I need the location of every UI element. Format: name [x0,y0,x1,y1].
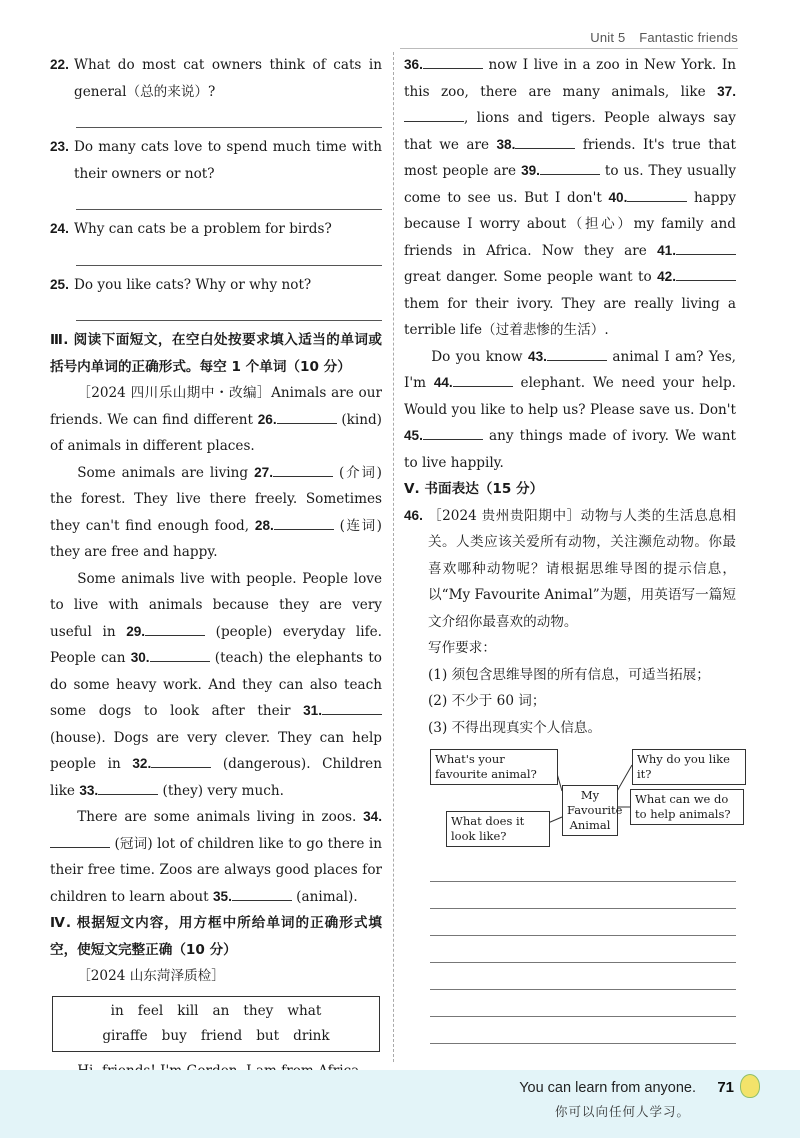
mind-map [404,745,736,855]
requirement-1: (1) 须包含思维导图的所有信息，可适当拓展； [428,666,710,683]
blank-27[interactable] [273,462,333,477]
section-3-title: Ⅲ. 阅读下面短文，在空白处按要求填入适当的单词或括号内单词的正确形式。每空 1 个单词（10 分） [50,332,382,375]
header-rule [400,48,738,49]
word-box-word: friend [200,1027,243,1044]
passage-3-paragraph-4: There are some animals living in zoos. 34. (冠词) lot of children like to go there in their free time. Zoos are always good places for children to learn about 35. (animal). [50,809,382,905]
writing-lines[interactable] [404,855,736,1044]
blank-34[interactable] [50,833,110,848]
requirement-2: (2) 不少于 60 词； [428,693,546,709]
mind-map-node-why: Why do you like it? [632,749,746,785]
right-column [404,52,736,1044]
blank-28[interactable] [274,515,334,530]
question-24: 24. Why can cats be a problem for birds? [50,221,332,237]
blank-40[interactable] [627,187,687,202]
answer-line-25[interactable] [76,298,382,321]
word-box-row-1 [53,999,379,1024]
word-box-row-2 [53,1024,379,1049]
footer-motto-zh: 你可以向任何人学习。 [554,1104,690,1119]
blank-42[interactable] [676,266,736,281]
word-box-word: what [287,1002,322,1019]
blank-44[interactable] [453,372,513,387]
word-box-word: in [110,1002,124,1019]
word-box-word: feel [137,1002,164,1019]
blank-33[interactable] [98,780,158,795]
passage-4-paragraph-2: Do you know 43. animal I am? Yes, I'm 44. elephant. We need your help. Would you like to help us? Please save us. Don't 45. any things made of ivory. We want to live happily. [404,344,736,477]
question-23: 23. Do many cats love to spend much time with their owners or not? [50,139,382,182]
word-box-word: giraffe [102,1027,148,1044]
blank-45[interactable] [423,425,483,440]
requirement-3: (3) 不得出现真实个人信息。 [428,719,602,736]
answer-line-23[interactable] [76,187,382,210]
balloon-icon [740,1074,760,1098]
column-divider [393,52,394,1062]
word-box-word: they [243,1002,274,1019]
left-column [50,52,382,1084]
blank-31[interactable] [322,700,382,715]
passage-3-paragraph-2: Some animals are living 27. (介词) the forest. They live there freely. Sometimes they can't find enough food, 28. (连词) they are free and happy. [50,460,382,566]
word-box [52,996,380,1052]
section-4-source: ［2024 山东菏泽质检］ [77,968,225,984]
blank-41[interactable] [676,240,736,255]
answer-line-24[interactable] [76,243,382,266]
word-box-word: an [212,1002,230,1019]
blank-30[interactable] [150,647,210,662]
requirements-title: 写作要求： [428,640,496,656]
section-5-title: Ⅴ. 书面表达（15 分） [404,481,544,497]
passage-3-paragraph-3: Some animals live with people. People love to live with animals because they are very useful in 29. (people) everyday life. People can 30. (teach) the elephants to do some heavy work. And they can also teach some dogs to look after their 31. (house). Dogs are very clever. They can help people in 32. (dangerous). Children like 33. (they) very much. [50,570,383,799]
page-number: 71 [717,1079,734,1096]
footer-motto-en: You can learn from anyone. [519,1080,696,1096]
word-box-word: buy [161,1027,187,1044]
word-box-word: kill [177,1002,199,1019]
section-4-title: Ⅳ. 根据短文内容，用方框中所给单词的正确形式填空，使短文完整正确（10 分） [50,915,382,958]
page-footer [0,1070,800,1138]
unit-title: Fantastic friends [639,30,738,45]
blank-26[interactable] [277,409,337,424]
blank-36[interactable] [423,54,483,69]
question-22: 22. What do most cat owners think of cats in general（总的来说）? [50,57,382,100]
mind-map-center: My Favourite Animal [562,785,618,836]
mind-map-node-help: What can we do to help animals? [630,789,744,825]
answer-line-22[interactable] [76,105,382,128]
question-46: 46. ［2024 贵州贵阳期中］动物与人类的生活息息相关。人类应该关爱所有动物，关注濒危动物。你最喜欢哪种动物呢？请根据思维导图的提示信息，以“My Favourite Animal”为题，用英语写一篇短文介绍你最喜欢的动物。 [404,507,736,630]
passage-4-paragraph-1: 36. now I live in a zoo in New York. In this zoo, there are many animals, like 37., lions and tigers. People always say that we are 38. friends. It's true that most people are 39. to us. They usually come to see us. But I don't 40. happy because I worry about（担心）my family and friends in Africa. Now they are 41. great danger. Some people want to 42. them for their ivory. They are really living a terrible life（过着悲惨的生活）. [404,52,736,344]
blank-39[interactable] [540,160,600,175]
mind-map-node-look: What does it look like? [446,811,550,847]
passage-3-paragraph-1: ［2024 四川乐山期中・改编］Animals are our friends. We can find different 26. (kind) of animals in different places. [50,385,382,454]
blank-29[interactable] [145,621,205,636]
blank-32[interactable] [151,753,211,768]
blank-38[interactable] [515,134,575,149]
blank-35[interactable] [232,886,292,901]
blank-43[interactable] [547,346,607,361]
mind-map-node-favourite: What's your favourite animal? [430,749,558,785]
word-box-word: drink [293,1027,330,1044]
word-box-word: but [256,1027,280,1044]
page-header [590,30,738,45]
question-25: 25. Do you like cats? Why or why not? [50,276,312,293]
unit-label: Unit 5 [590,30,626,45]
blank-37[interactable] [404,107,464,122]
